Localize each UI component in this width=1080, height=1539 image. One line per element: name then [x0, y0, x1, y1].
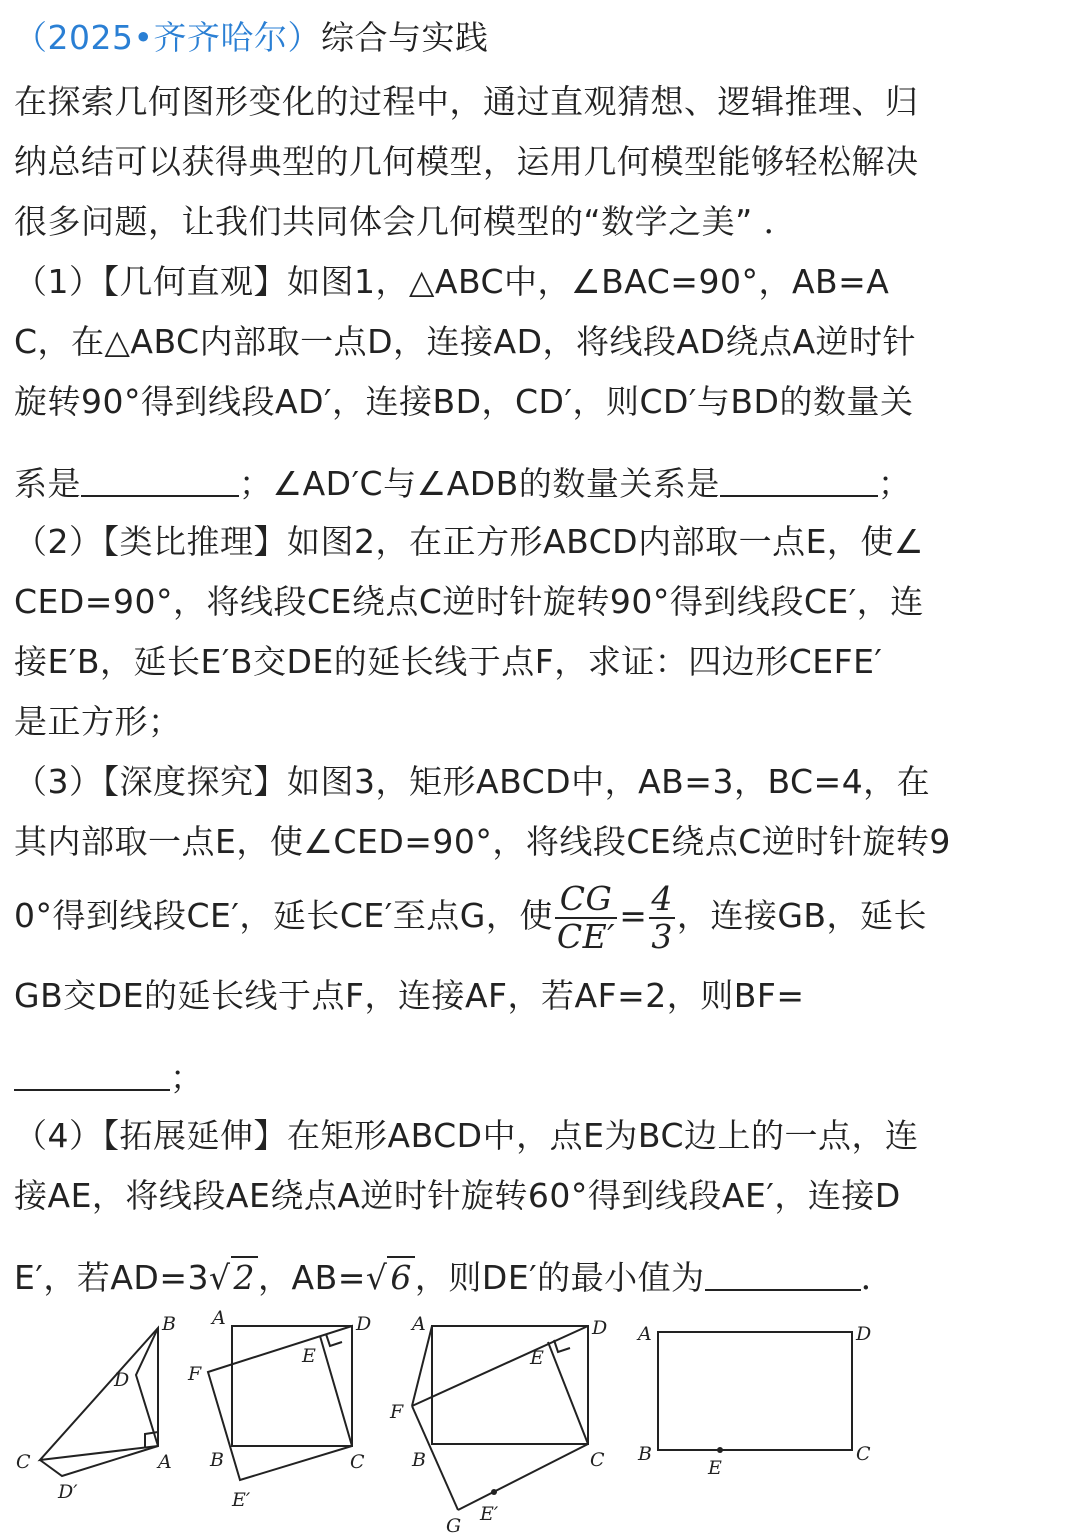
fig1-label-c: C: [16, 1451, 31, 1473]
fig2-label-b: B: [210, 1449, 224, 1471]
ratio-fraction-cg-ce: [555, 878, 617, 956]
q1-answer-blank-1[interactable]: [81, 465, 239, 497]
q3-text-a: 0°得到线段CE′，延长CE′至点G，使: [14, 896, 553, 935]
fig4-rectangle-abcd: [658, 1332, 852, 1450]
fig1-segment-cd-ad: [40, 1446, 158, 1476]
fig2-right-angle-mark: [326, 1334, 342, 1346]
q4-text-d: ．: [860, 1258, 895, 1297]
q1-line-3: 旋转90°得到线段AD′，连接BD，CD′，则CD′与BD的数量关: [14, 382, 914, 421]
fig2-label-c: C: [350, 1451, 365, 1473]
fig3-segment-fa: [412, 1326, 432, 1406]
q3-text-c: ；: [170, 1058, 204, 1097]
ratio-fraction-4-3: [649, 878, 675, 956]
q4-text-a: E′，若AD=3: [14, 1258, 209, 1297]
fig3-right-angle-mark: [554, 1340, 570, 1352]
sqrt-2: √2: [209, 1256, 258, 1300]
fig2-square-cefe: [208, 1326, 352, 1480]
problem-header: [14, 16, 1068, 60]
fig2-label-e-prime: E′: [232, 1489, 251, 1511]
fig3-point-e-prime: [491, 1489, 497, 1495]
fig3-segment-ec: [548, 1342, 588, 1444]
q1-text-a: 系是: [14, 464, 81, 503]
fig1-label-d-prime: D′: [58, 1481, 78, 1503]
fig4-point-e: [717, 1447, 723, 1453]
fig1-label-a: A: [158, 1451, 172, 1473]
figure-2: [187, 1307, 371, 1511]
q2-line-4: 是正方形；: [14, 702, 182, 741]
equals-sign: =: [619, 896, 648, 935]
figure-4: [636, 1323, 871, 1479]
fig3-segment-fd: [412, 1326, 588, 1406]
fig1-label-d: D: [114, 1369, 130, 1391]
fig2-segment-ce: [320, 1336, 352, 1446]
q1-text-b: ；∠AD′C与∠ADB的数量关系是: [239, 464, 720, 503]
fig2-label-a: A: [212, 1307, 226, 1329]
fig3-label-b: B: [412, 1449, 426, 1471]
q1-text-c: ；: [877, 464, 912, 503]
fig3-label-g: G: [446, 1515, 462, 1537]
q4-line-2: 接AE，将线段AE绕点A逆时针旋转60°得到线段AE′，连接D: [14, 1176, 901, 1215]
fig3-label-a: A: [412, 1313, 426, 1335]
q4-text-c: ，则DE′的最小值为: [414, 1258, 705, 1297]
q3-line-2: 其内部取一点E，使∠CED=90°，将线段CE绕点C逆时针旋转9: [14, 822, 951, 861]
fig4-label-b: B: [638, 1443, 652, 1465]
q4-line-1: （4）【拓展延伸】在矩形ABCD中，点E为BC边上的一点，连: [14, 1116, 919, 1155]
fig3-segment-cg: [458, 1444, 588, 1510]
fig2-label-d: D: [356, 1313, 372, 1335]
intro-line-3: 很多问题，让我们共同体会几何模型的“数学之美” ．: [14, 202, 798, 241]
fig3-label-f: F: [390, 1401, 404, 1423]
q2-line-1: （2）【类比推理】如图2，在正方形ABCD内部取一点E，使∠: [14, 522, 925, 561]
intro-line-1: 在探索几何图形变化的过程中，通过直观猜想、逻辑推理、归: [14, 82, 919, 121]
q1-answer-blank-2[interactable]: [720, 465, 878, 497]
figures-panel: [0, 1300, 1080, 1539]
fraction-numerator: CG: [555, 881, 617, 919]
q4-line-3: [14, 1256, 1068, 1300]
fig3-label-e: E: [530, 1347, 544, 1369]
fig4-label-c: C: [856, 1443, 871, 1465]
fig2-label-f: F: [188, 1363, 202, 1385]
fig1-triangle-abc: [40, 1328, 158, 1460]
figure-1: [16, 1313, 176, 1503]
fig2-label-e: E: [302, 1345, 316, 1367]
problem-type: 综合与实践: [320, 18, 489, 57]
intro-line-2: 纳总结可以获得典型的几何模型，运用几何模型能够轻松解决: [14, 142, 919, 181]
q1-line-4: [14, 462, 1068, 506]
fraction-numerator: 4: [651, 878, 673, 918]
q2-line-3: 接E′B，延长E′B交DE的延长线于点F，求证：四边形CEFE′: [14, 642, 883, 681]
q3-text-b: ，连接GB，延长: [676, 896, 928, 935]
fig1-segment-ad-bd: [136, 1328, 158, 1446]
fraction-denominator: CE′: [556, 916, 616, 956]
q1-line-2: C，在△ABC内部取一点D，连接AD，将线段AD绕点A逆时针: [14, 322, 917, 361]
fig4-label-a: A: [638, 1323, 652, 1345]
figure-3: [389, 1313, 607, 1537]
fig4-label-d: D: [856, 1323, 872, 1345]
q1-line-1: （1）【几何直观】如图1，△ABC中，∠BAC=90°，AB=A: [14, 262, 890, 301]
q3-line-4: GB交DE的延长线于点F，连接AF，若AF=2，则BF=: [14, 976, 805, 1015]
q3-line-3: [14, 876, 1068, 956]
source-label: （2025•齐齐哈尔）: [14, 18, 321, 57]
sqrt-6: √6: [366, 1256, 415, 1300]
fig3-label-e-prime: E′: [480, 1503, 499, 1525]
q4-answer-blank[interactable]: [705, 1259, 861, 1291]
fig4-label-e: E: [708, 1457, 722, 1479]
q3-line-1: （3）【深度探究】如图3，矩形ABCD中，AB=3，BC=4，在: [14, 762, 931, 801]
q2-line-2: CED=90°，将线段CE绕点C逆时针旋转90°得到线段CE′，连: [14, 582, 924, 621]
fig3-label-c: C: [590, 1449, 605, 1471]
q4-text-b: ，AB=: [258, 1258, 366, 1297]
fig3-label-d: D: [592, 1317, 608, 1339]
fig1-label-b: B: [162, 1313, 176, 1335]
q3-answer-blank[interactable]: [14, 1059, 170, 1091]
q3-line-5: [14, 1056, 1068, 1100]
fraction-denominator: 3: [651, 916, 673, 956]
